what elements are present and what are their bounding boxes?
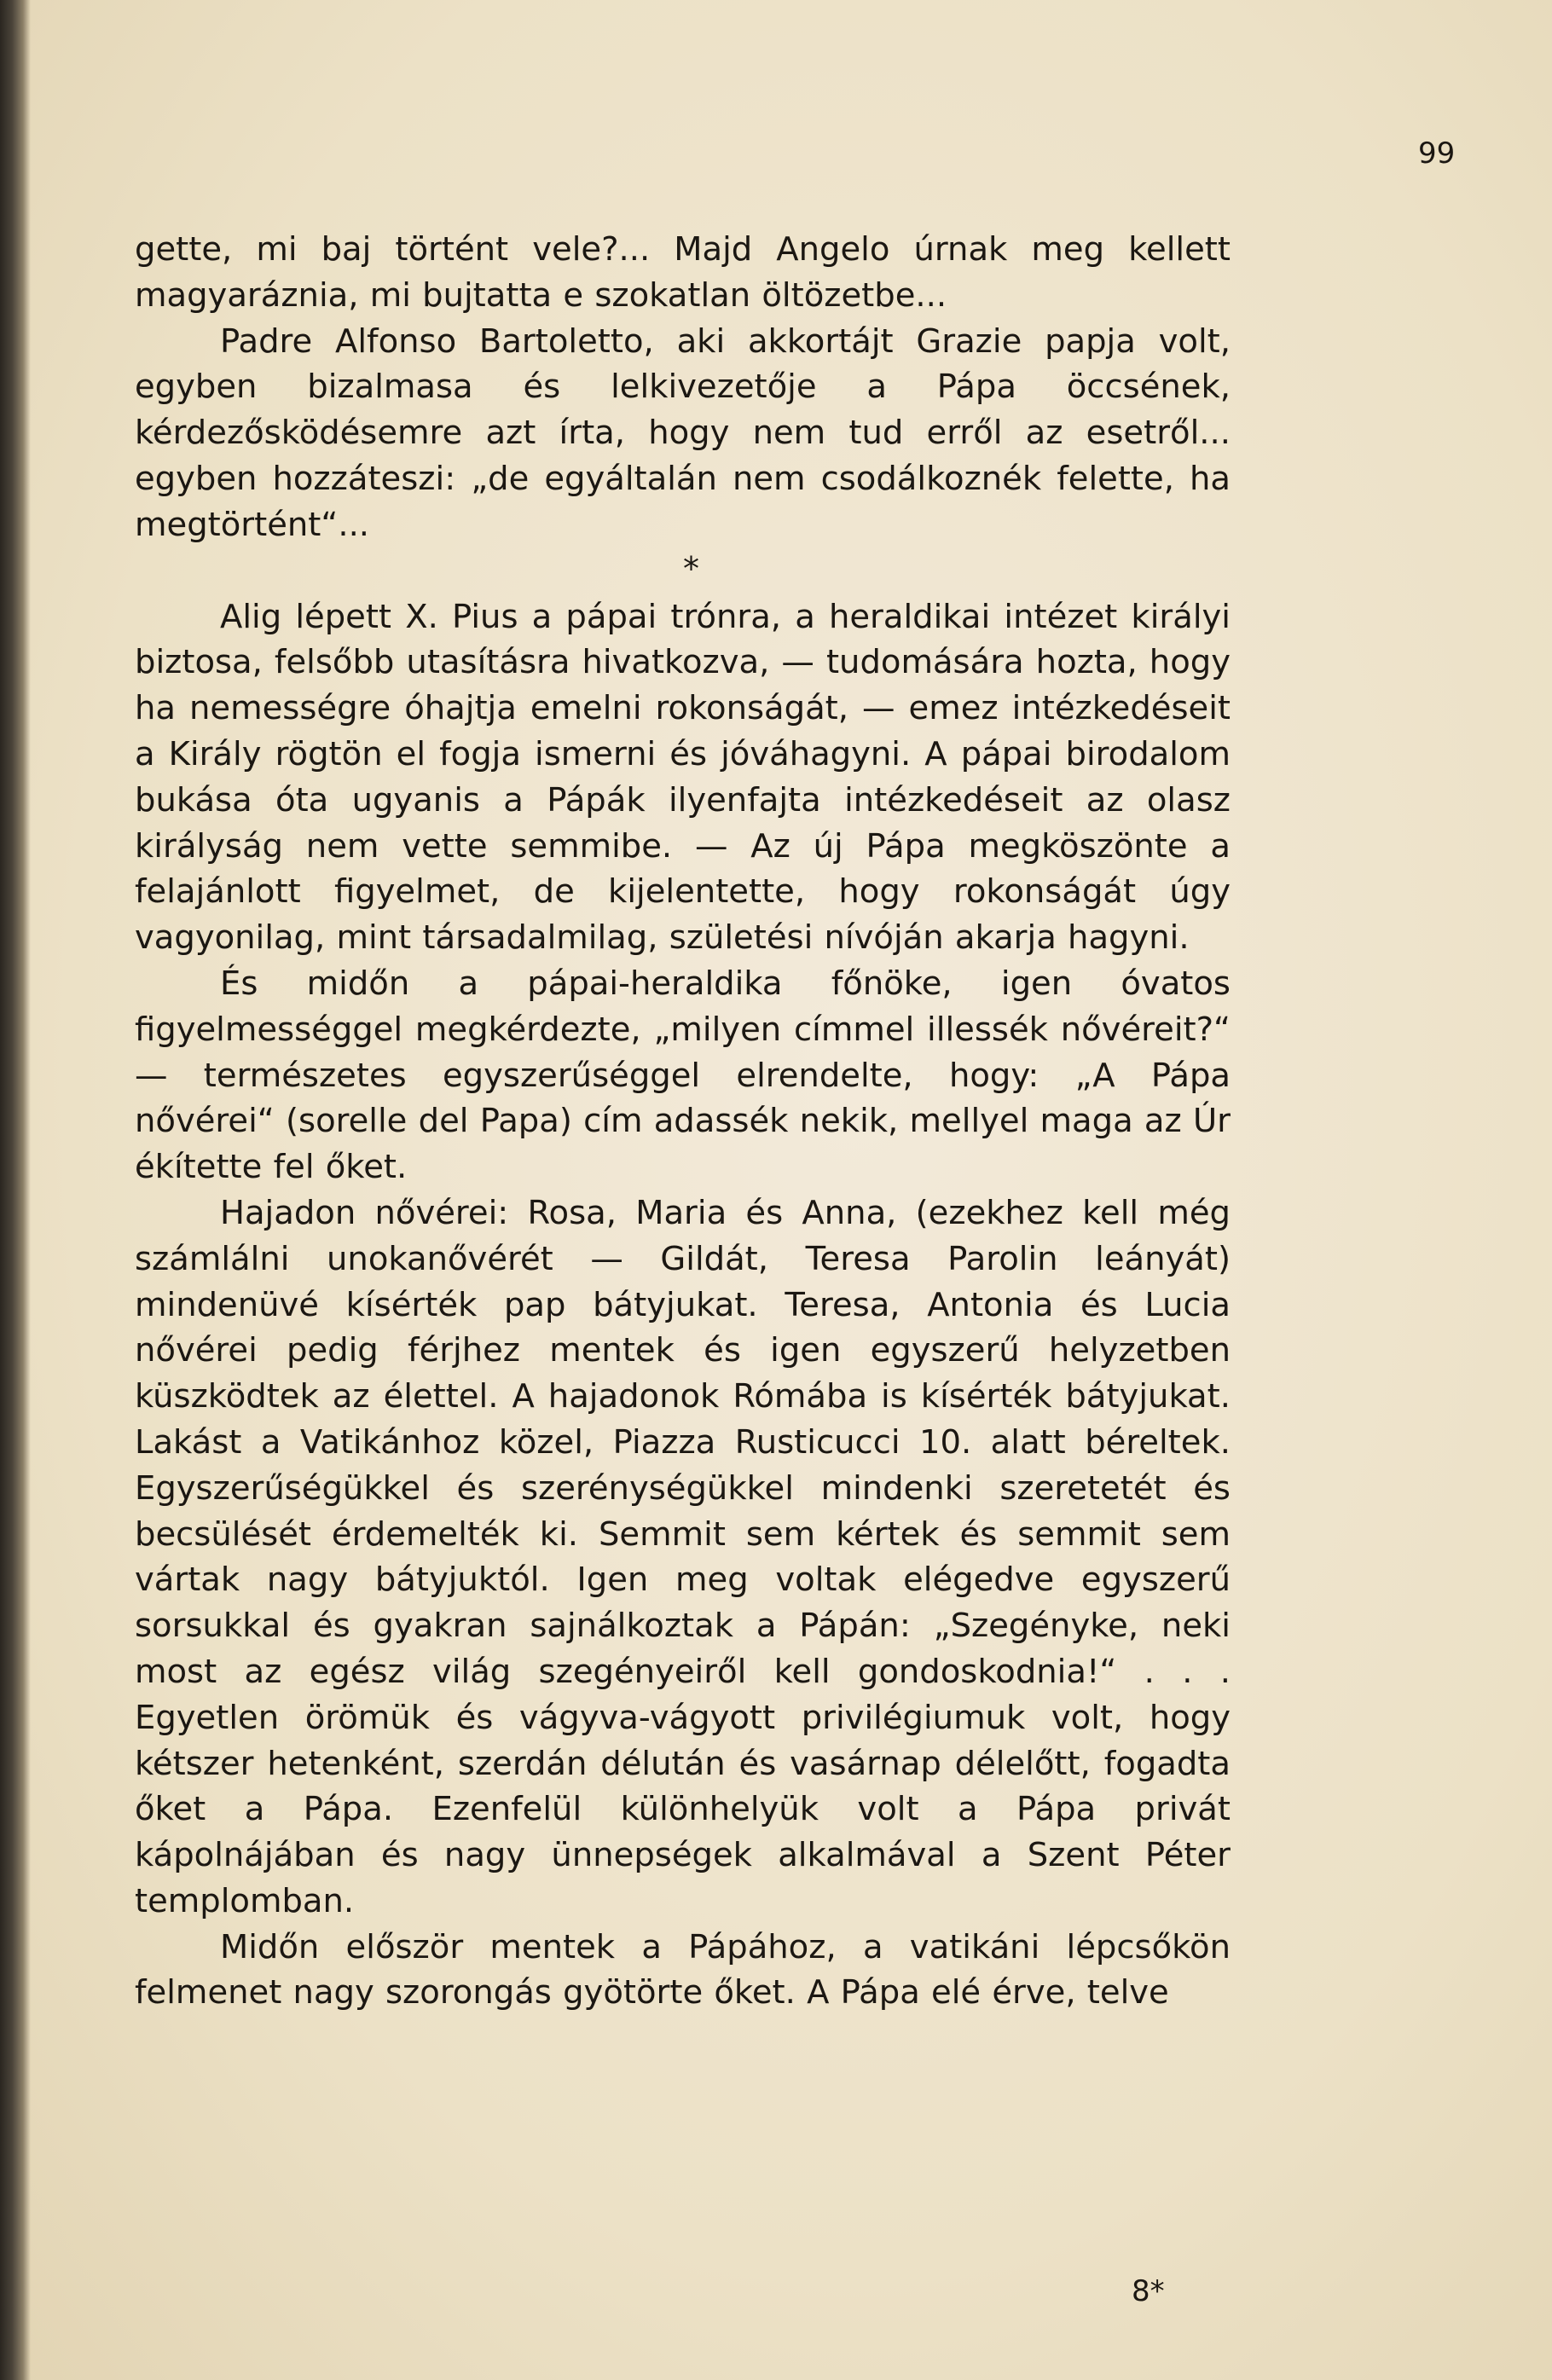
page-binding-shadow <box>0 0 31 2380</box>
paragraph-4: És midőn a pápai-heraldika főnöke, igen óvatos figyelmességgel megkérdezte, „milyen címmel illessék nővéreit?“ — természetes egyszerűséggel elrendelte, hogy: „A Pápa nővérei“ (sorelle del Papa) cím adassék nekik, mellyel maga az Úr ékítette fel őket. <box>135 964 1231 1187</box>
paragraph-3: Alig lépett X. Pius a pápai trónra, a heraldikai intézet királyi biztosa, felsőbb utasításra hivatkozva, — tudomására hozta, hogy ha nemességre óhajtja emelni rokonságát, — emez intézkedéseit a Király rögtön el fogja ismerni és jóváhagyni. A pápai birodalom bukása óta ugyanis a Pápák ilyenfajta intézkedéseit az olasz királyság nem vette semmibe. — Az új Pápa megköszönte a felajánlott figyelmet, de kijelentette, hogy rokonságát úgy vagyonilag, mint társadalmilag, születési nívóján akarja hagyni. <box>135 597 1231 958</box>
printer-signature-mark: 8* <box>1132 2274 1165 2308</box>
paragraph-2: Padre Alfonso Bartoletto, aki akkortájt Grazie papja volt, egyben bizalmasa és lelkivezetője a Pápa öccsének, kérdezősködésemre azt írta, hogy nem tud erről az esetről... egyben hozzáteszi: „de egyáltalán nem csodálkoznék felette, ha megtörtént“... <box>135 321 1231 544</box>
paragraph-1: gette, mi baj történt vele?... Majd Angelo úrnak meg kellett magyaráznia, mi bujtatta e szokatlan öltözetbe... <box>135 230 1231 315</box>
section-separator: * <box>683 549 699 588</box>
body-text <box>135 227 1231 2016</box>
page-number: 99 <box>1418 136 1456 171</box>
paragraph-6: Midőn először mentek a Pápához, a vatikáni lépcsőkön felmenet nagy szorongás gyötörte őket. A Pápa elé érve, telve <box>135 1927 1231 2012</box>
paragraph-5: Hajadon nővérei: Rosa, Maria és Anna, (ezekhez kell még számlálni unokanővérét — Gildát, Teresa Parolin leányát) mindenüvé kísérték pap bátyjukat. Teresa, Antonia és Lucia nővérei pedig férjhez mentek és igen egyszerű helyzetben küszködtek az élettel. A hajadonok Rómába is kísérték bátyjukat. Lakást a Vatikánhoz közel, Piazza Rusticucci 10. alatt béreltek. Egyszerűségükkel és szerénységükkel mindenki szeretetét és becsülését érdemelték ki. Semmit sem kértek és semmit sem vártak nagy bátyjuktól. Igen meg voltak elégedve egyszerű sorsukkal és gyakran sajnálkoztak a Pápán: „Szegényke, neki most az egész világ szegényeiről kell gondoskodnia!“ . . . Egyetlen örömük és vágyva-vágyott privilégiumuk volt, hogy kétszer hetenként, szerdán délután és vasárnap délelőtt, fogadta őket a Pápa. Ezenfelül különhelyük volt a Pápa privát kápolnájában és nagy ünnepségek alkalmával a Szent Péter templomban. <box>135 1193 1231 1920</box>
